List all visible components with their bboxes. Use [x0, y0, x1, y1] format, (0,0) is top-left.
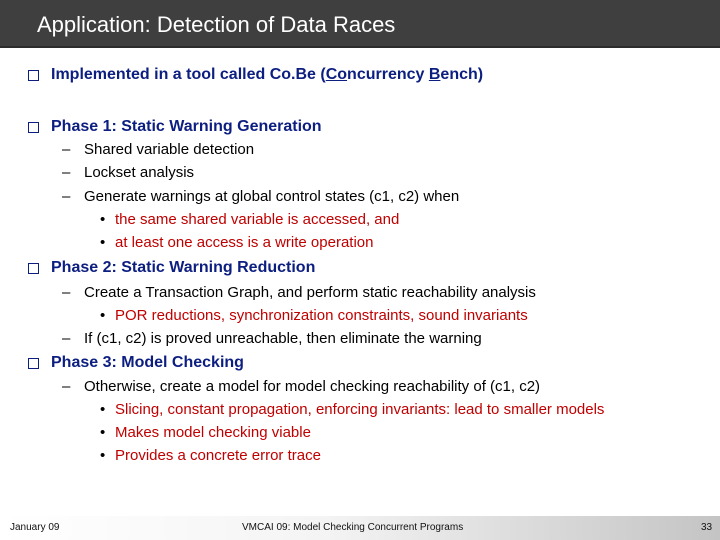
dash-bullet: – — [62, 378, 71, 395]
dash-bullet: – — [62, 188, 71, 205]
dot-bullet: • — [100, 307, 106, 324]
phase3-subitem: • Makes model checking viable — [100, 424, 311, 441]
dash-bullet: – — [62, 164, 71, 181]
phase3-subitem: • Provides a concrete error trace — [100, 447, 321, 464]
phase2-heading — [28, 258, 315, 278]
phase1-item: – Generate warnings at global control states (c1, c2) when — [62, 188, 460, 205]
checkbox-bullet-icon — [28, 122, 39, 133]
checkbox-bullet-icon — [28, 263, 39, 274]
phase3-item: – Otherwise, create a model for model checking reachability of (c1, c2) — [62, 378, 541, 395]
footer-date: January 09 — [10, 522, 60, 533]
dot-bullet: • — [100, 401, 106, 418]
phase3-heading-text: Phase 3: Model Checking — [51, 354, 244, 371]
footer-venue: VMCAI 09: Model Checking Concurrent Programs — [242, 522, 464, 533]
phase1-item: – Shared variable detection — [62, 141, 255, 158]
phase1-item: – Lockset analysis — [62, 164, 195, 181]
point-tool — [28, 65, 483, 85]
phase2-heading-text: Phase 2: Static Warning Reduction — [51, 259, 316, 276]
dash-bullet: – — [62, 284, 71, 301]
phase1-subitem: • at least one access is a write operation — [100, 234, 374, 251]
dash-bullet: – — [62, 330, 71, 347]
phase1-heading-text: Phase 1: Static Warning Generation — [51, 118, 322, 135]
dot-bullet: • — [100, 424, 106, 441]
point-tool-text: Implemented in a tool called Co.Be (Concurrency Bench) — [51, 66, 484, 83]
phase1-heading — [28, 117, 322, 137]
dot-bullet: • — [100, 447, 106, 464]
dot-bullet: • — [100, 234, 106, 251]
phase3-heading — [28, 353, 244, 373]
phase2-item: – If (c1, c2) is proved unreachable, then eliminate the warning — [62, 330, 482, 347]
checkbox-bullet-icon — [28, 70, 39, 81]
phase3-subitem: • Slicing, constant propagation, enforcing invariants: lead to smaller models — [100, 401, 605, 418]
phase1-subitem: • the same shared variable is accessed, and — [100, 211, 400, 228]
checkbox-bullet-icon — [28, 358, 39, 369]
phase2-subitem: • POR reductions, synchronization constraints, sound invariants — [100, 307, 528, 324]
phase2-item: – Create a Transaction Graph, and perform static reachability analysis — [62, 284, 536, 301]
page-number: 33 — [701, 522, 713, 533]
dot-bullet: • — [100, 211, 106, 228]
slide-title: Application: Detection of Data Races — [37, 12, 396, 37]
dash-bullet: – — [62, 141, 71, 158]
